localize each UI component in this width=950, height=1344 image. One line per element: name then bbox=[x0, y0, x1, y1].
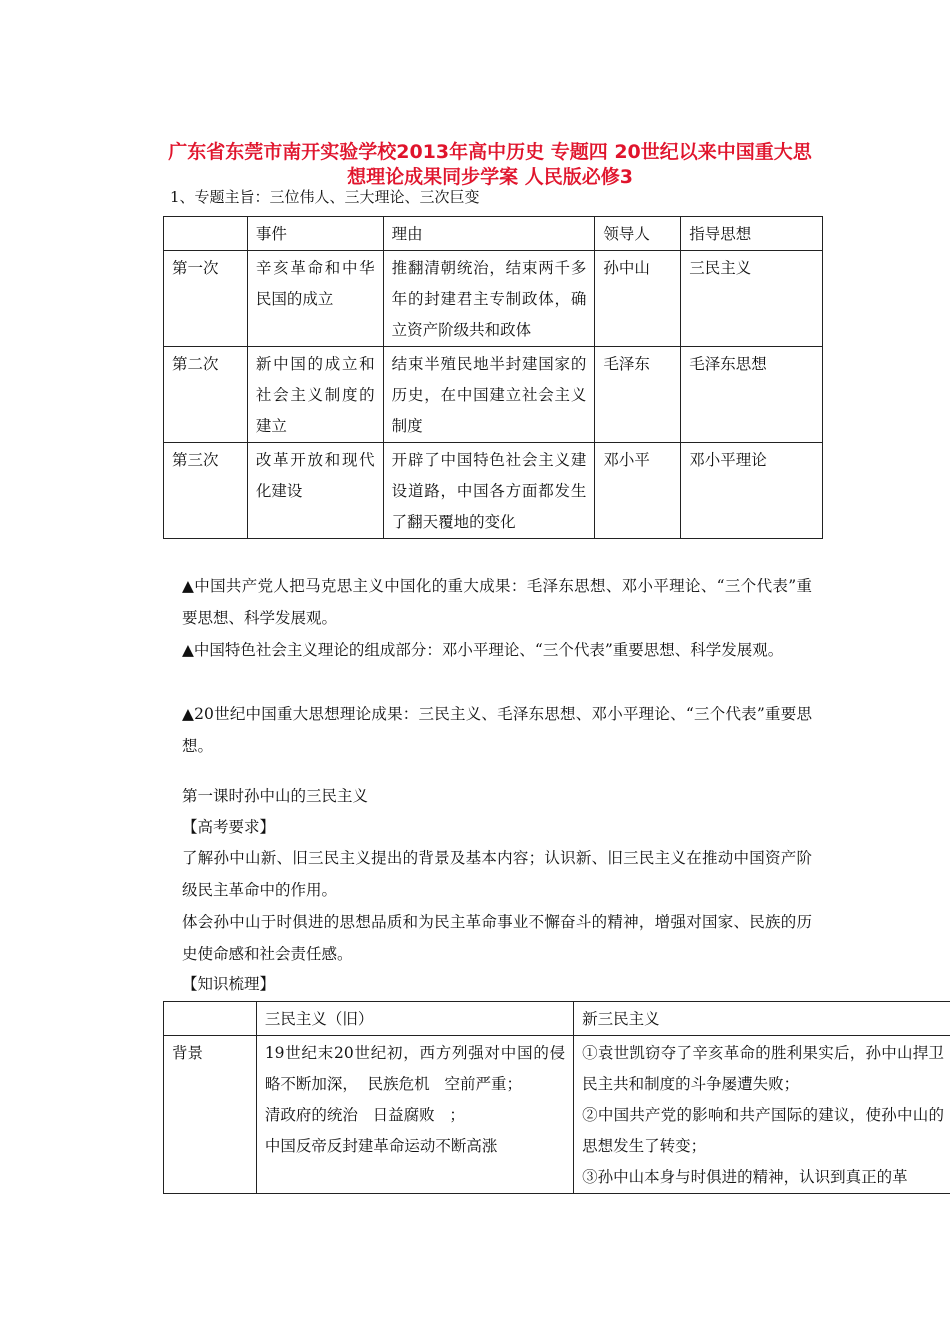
knowledge-heading: 【知识梳理】 bbox=[182, 975, 276, 993]
table-cell: 邓小平理论 bbox=[681, 443, 823, 539]
three-principles-table bbox=[163, 1001, 950, 1194]
table-cell: 第三次 bbox=[164, 443, 248, 539]
topic-summary: 1、专题主旨：三位伟人、三大理论、三次巨变 bbox=[170, 188, 480, 206]
header-cell: 指导思想 bbox=[681, 217, 823, 251]
cell-line: 清政府的统治 日益腐败 ； bbox=[264, 1106, 465, 1124]
cell-line: ②中国共产党的影响和共产国际的建议，使孙中山的思想发生了转变； bbox=[582, 1106, 944, 1155]
document-title: 广东省东莞市南开实验学校2013年高中历史 专题四 20世纪以来中国重大思想理论成果同步学案 人民版必修3 bbox=[168, 141, 812, 188]
table-cell bbox=[256, 1036, 573, 1194]
exam-heading: 【高考要求】 bbox=[182, 818, 276, 836]
header-cell: 理由 bbox=[383, 217, 595, 251]
table-cell: 第一次 bbox=[164, 251, 248, 347]
header-cell bbox=[164, 1002, 257, 1036]
lesson-title: 第一课时孙中山的三民主义 bbox=[182, 787, 369, 805]
table-row bbox=[164, 347, 823, 443]
cell-line: ③孙中山本身与时俱进的精神，认识到真正的革 bbox=[582, 1168, 908, 1186]
table-cell bbox=[574, 1036, 950, 1194]
table-cell: 新中国的成立和社会主义制度的建立 bbox=[247, 347, 383, 443]
header-cell bbox=[164, 217, 248, 251]
header-cell: 领导人 bbox=[595, 217, 681, 251]
table-cell: 孙中山 bbox=[595, 251, 681, 347]
table-header-row bbox=[164, 1002, 950, 1036]
cell-line: 中国反帝反封建革命运动不断高涨 bbox=[264, 1137, 498, 1155]
table-cell: 改革开放和现代化建设 bbox=[247, 443, 383, 539]
table-cell: 第二次 bbox=[164, 347, 248, 443]
exam-requirement: 体会孙中山于时俱进的思想品质和为民主革命事业不懈奋斗的精神，增强对国家、民族的历史使命感和社会责任感。 bbox=[182, 913, 812, 963]
cell-line: ①袁世凯窃夺了辛亥革命的胜利果实后，孙中山捍卫民主共和制度的斗争屡遭失败； bbox=[582, 1044, 944, 1093]
three-changes-table bbox=[163, 216, 823, 539]
table-cell: 毛泽东 bbox=[595, 347, 681, 443]
table-row bbox=[164, 443, 823, 539]
table-row bbox=[164, 251, 823, 347]
note-paragraph: ▲中国特色社会主义理论的组成部分：邓小平理论、“三个代表”重要思想、科学发展观。 bbox=[182, 641, 784, 659]
table-header-row bbox=[164, 217, 823, 251]
header-cell: 三民主义（旧） bbox=[256, 1002, 573, 1036]
header-cell: 事件 bbox=[247, 217, 383, 251]
header-cell: 新三民主义 bbox=[574, 1002, 950, 1036]
table-cell: 三民主义 bbox=[681, 251, 823, 347]
table-row bbox=[164, 1036, 950, 1194]
exam-requirement: 了解孙中山新、旧三民主义提出的背景及基本内容；认识新、旧三民主义在推动中国资产阶级民主革命中的作用。 bbox=[182, 849, 812, 899]
row-label: 背景 bbox=[164, 1036, 257, 1194]
table-cell: 开辟了中国特色社会主义建设道路，中国各方面都发生了翻天覆地的变化 bbox=[383, 443, 595, 539]
note-paragraph: ▲中国共产党人把马克思主义中国化的重大成果：毛泽东思想、邓小平理论、“三个代表”重要思想、科学发展观。 bbox=[182, 577, 812, 627]
table-cell: 毛泽东思想 bbox=[681, 347, 823, 443]
table-cell: 辛亥革命和中华民国的成立 bbox=[247, 251, 383, 347]
table-cell: 结束半殖民地半封建国家的历史，在中国建立社会主义制度 bbox=[383, 347, 595, 443]
table-cell: 推翻清朝统治，结束两千多年的封建君主专制政体，确立资产阶级共和政体 bbox=[383, 251, 595, 347]
cell-line: 19世纪末20世纪初，西方列强对中国的侵略不断加深， 民族危机 空前严重； bbox=[264, 1044, 566, 1093]
note-paragraph: ▲20世纪中国重大思想理论成果：三民主义、毛泽东思想、邓小平理论、“三个代表”重要思想。 bbox=[182, 705, 812, 755]
table-cell: 邓小平 bbox=[595, 443, 681, 539]
